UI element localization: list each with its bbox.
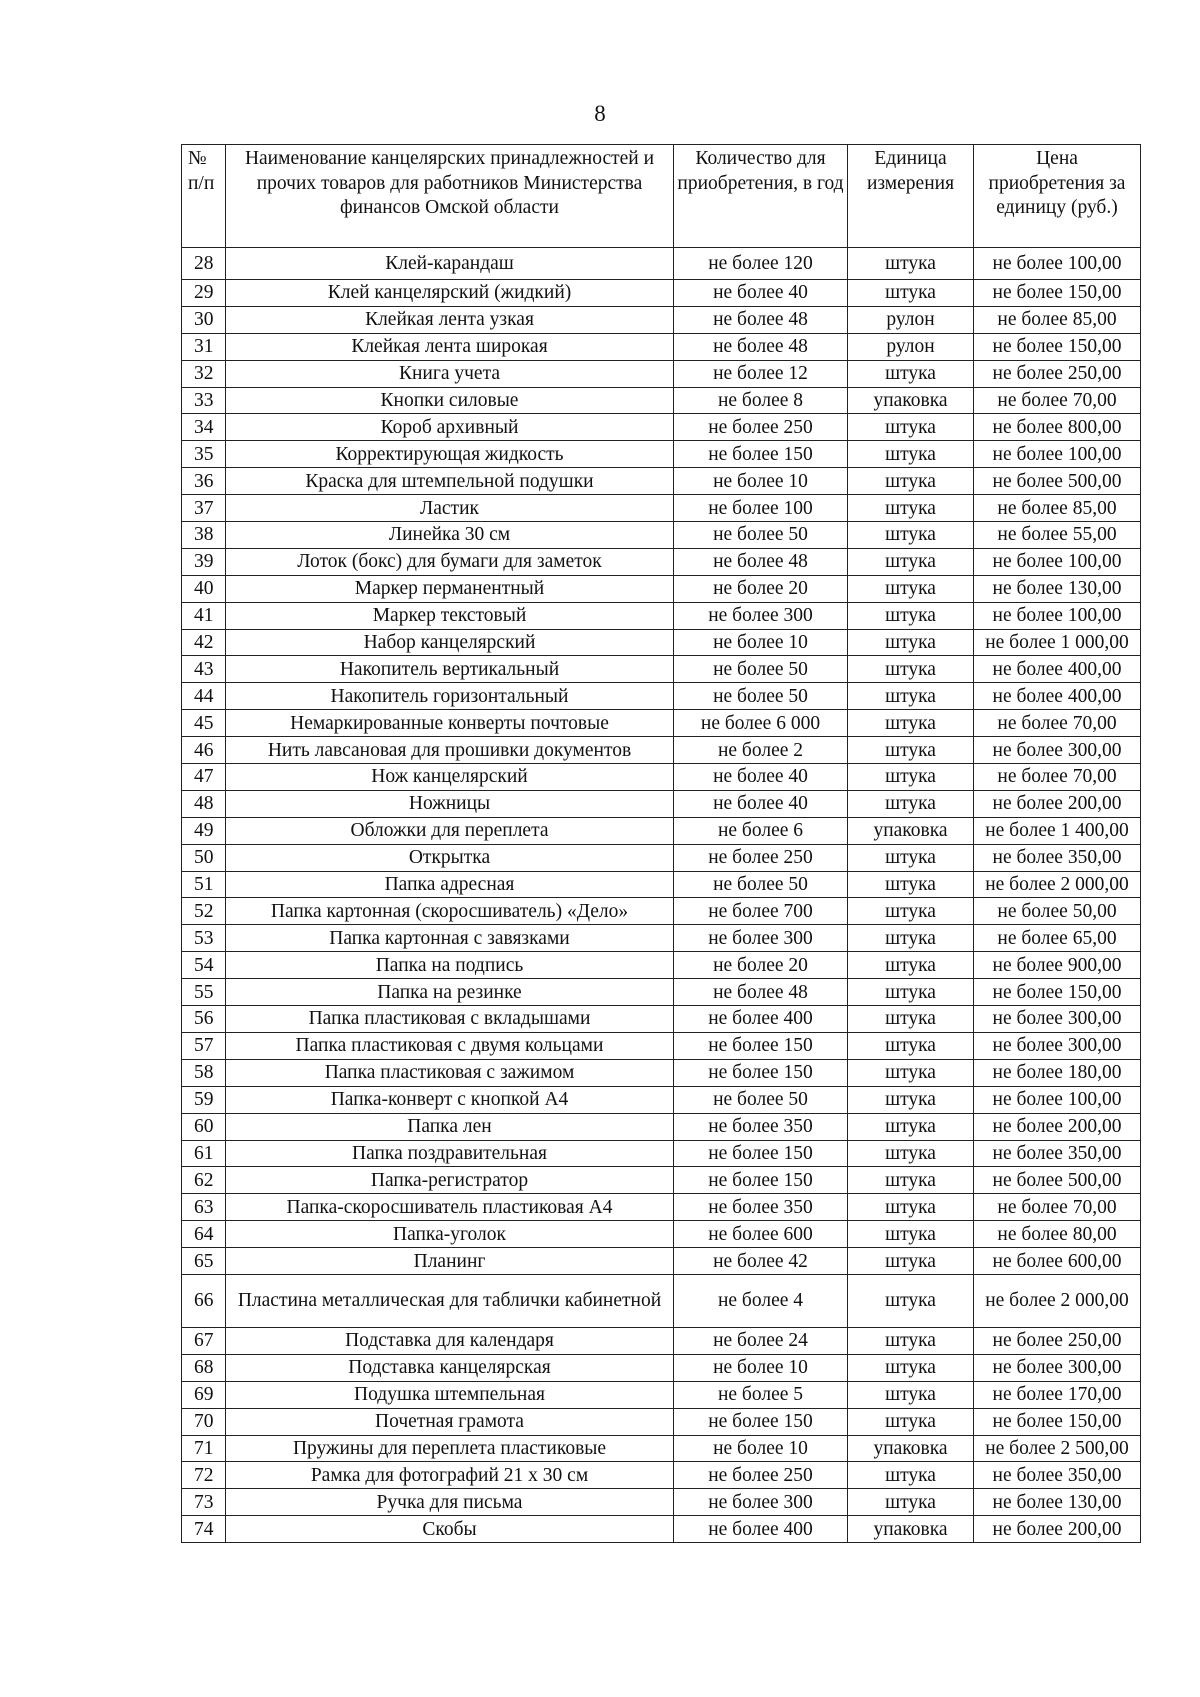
item-unit: штука [848,1381,974,1408]
item-name: Папка-конверт с кнопкой А4 [226,1086,674,1113]
item-quantity: не более 150 [674,1140,848,1167]
item-price: не более 70,00 [974,387,1141,414]
table-row [182,790,1141,817]
item-name: Подушка штемпельная [226,1381,674,1408]
item-quantity: не более 24 [674,1327,848,1354]
item-name: Ножницы [226,790,674,817]
item-name: Скобы [226,1516,674,1543]
table-header-row [182,145,1141,248]
item-name: Папка на резинке [226,979,674,1006]
table-row [182,248,1141,280]
item-price: не более 250,00 [974,360,1141,387]
header-price: Цена приобретения за единицу (руб.) [974,145,1141,248]
table-row [182,1113,1141,1140]
row-number: 68 [182,1354,226,1381]
row-number: 30 [182,306,226,333]
item-unit: штука [848,1140,974,1167]
item-price: не более 400,00 [974,656,1141,683]
item-quantity: не более 50 [674,1086,848,1113]
item-unit: штука [848,1489,974,1516]
item-unit: штука [848,844,974,871]
item-quantity: не более 150 [674,441,848,468]
table-row [182,737,1141,764]
item-quantity: не более 20 [674,575,848,602]
item-quantity: не более 6 000 [674,710,848,737]
item-quantity: не более 2 [674,737,848,764]
item-quantity: не более 50 [674,656,848,683]
item-unit: штука [848,575,974,602]
item-quantity: не более 300 [674,925,848,952]
item-unit: штука [848,1248,974,1275]
table-row [182,952,1141,979]
table-row [182,414,1141,441]
table-row [182,1221,1141,1248]
row-number: 72 [182,1462,226,1489]
item-unit: рулон [848,306,974,333]
row-number: 35 [182,441,226,468]
table-row [182,1489,1141,1516]
row-number: 32 [182,360,226,387]
item-price: не более 800,00 [974,414,1141,441]
item-price: не более 2 000,00 [974,1274,1141,1327]
item-quantity: не более 48 [674,333,848,360]
item-unit: упаковка [848,817,974,844]
row-number: 53 [182,925,226,952]
item-price: не более 50,00 [974,898,1141,925]
row-number: 54 [182,952,226,979]
row-number: 34 [182,414,226,441]
table-row [182,898,1141,925]
row-number: 38 [182,522,226,549]
item-unit: штука [848,952,974,979]
item-quantity: не более 10 [674,1354,848,1381]
row-number: 70 [182,1408,226,1435]
item-quantity: не более 4 [674,1274,848,1327]
item-quantity: не более 300 [674,602,848,629]
table-row [182,548,1141,575]
table-row [182,1006,1141,1033]
item-price: не более 80,00 [974,1221,1141,1248]
item-quantity: не более 400 [674,1006,848,1033]
item-price: не более 100,00 [974,248,1141,280]
row-number: 71 [182,1435,226,1462]
item-name: Пластина металлическая для таблички кабинетной [226,1274,674,1327]
item-name: Папка лен [226,1113,674,1140]
row-number: 46 [182,737,226,764]
item-name: Линейка 30 см [226,522,674,549]
row-number: 41 [182,602,226,629]
row-number: 59 [182,1086,226,1113]
item-unit: штука [848,925,974,952]
item-price: не более 300,00 [974,1006,1141,1033]
row-number: 61 [182,1140,226,1167]
item-name: Немаркированные конверты почтовые [226,710,674,737]
row-number: 42 [182,629,226,656]
row-number: 48 [182,790,226,817]
row-number: 56 [182,1006,226,1033]
item-price: не более 2 500,00 [974,1435,1141,1462]
item-price: не более 55,00 [974,522,1141,549]
item-name: Ластик [226,495,674,522]
item-price: не более 600,00 [974,1248,1141,1275]
item-unit: штука [848,1086,974,1113]
table-row [182,387,1141,414]
row-number: 51 [182,871,226,898]
table-row [182,1327,1141,1354]
item-name: Пружины для переплета пластиковые [226,1435,674,1462]
row-number: 36 [182,468,226,495]
item-name: Маркер текстовый [226,602,674,629]
item-price: не более 130,00 [974,575,1141,602]
item-price: не более 100,00 [974,548,1141,575]
item-name: Клейкая лента узкая [226,306,674,333]
row-number: 66 [182,1274,226,1327]
item-price: не более 900,00 [974,952,1141,979]
item-unit: штука [848,1462,974,1489]
item-quantity: не более 20 [674,952,848,979]
item-unit: штука [848,1059,974,1086]
item-name: Корректирующая жидкость [226,441,674,468]
item-name: Клей канцелярский (жидкий) [226,280,674,307]
item-name: Папка поздравительная [226,1140,674,1167]
table-row [182,979,1141,1006]
item-price: не более 350,00 [974,1462,1141,1489]
item-quantity: не более 250 [674,844,848,871]
item-unit: штука [848,737,974,764]
item-unit: упаковка [848,1516,974,1543]
item-quantity: не более 10 [674,1435,848,1462]
item-quantity: не более 150 [674,1032,848,1059]
table-row [182,1140,1141,1167]
item-price: не более 180,00 [974,1059,1141,1086]
table-row [182,1032,1141,1059]
item-price: не более 2 000,00 [974,871,1141,898]
row-number: 55 [182,979,226,1006]
item-name: Маркер перманентный [226,575,674,602]
item-unit: штука [848,360,974,387]
item-name: Подставка для календаря [226,1327,674,1354]
item-unit: штука [848,764,974,791]
table-row [182,764,1141,791]
table-row [182,441,1141,468]
row-number: 28 [182,248,226,280]
item-unit: штука [848,979,974,1006]
item-name: Краска для штемпельной подушки [226,468,674,495]
item-price: не более 150,00 [974,280,1141,307]
item-price: не более 200,00 [974,790,1141,817]
item-unit: штука [848,1032,974,1059]
item-price: не более 150,00 [974,1408,1141,1435]
item-quantity: не более 150 [674,1059,848,1086]
row-number: 40 [182,575,226,602]
item-price: не более 300,00 [974,737,1141,764]
item-name: Папка пластиковая с зажимом [226,1059,674,1086]
item-unit: штука [848,790,974,817]
table-row [182,1516,1141,1543]
row-number: 58 [182,1059,226,1086]
item-price: не более 100,00 [974,602,1141,629]
header-name: Наименование канцелярских принадлежностей и прочих товаров для работников Министерства финансов Омской области [226,145,674,248]
item-quantity: не более 40 [674,764,848,791]
item-name: Папка картонная (скоросшиватель) «Дело» [226,898,674,925]
table-row [182,844,1141,871]
row-number: 47 [182,764,226,791]
item-quantity: не более 8 [674,387,848,414]
item-price: не более 200,00 [974,1516,1141,1543]
row-number: 49 [182,817,226,844]
row-number: 74 [182,1516,226,1543]
table-row [182,710,1141,737]
item-price: не более 170,00 [974,1381,1141,1408]
table-row [182,1462,1141,1489]
item-unit: штука [848,1274,974,1327]
item-name: Подставка канцелярская [226,1354,674,1381]
item-price: не более 85,00 [974,306,1141,333]
item-name: Клейкая лента широкая [226,333,674,360]
item-quantity: не более 40 [674,280,848,307]
item-quantity: не более 12 [674,360,848,387]
item-name: Клей-карандаш [226,248,674,280]
item-price: не более 350,00 [974,1140,1141,1167]
item-quantity: не более 600 [674,1221,848,1248]
item-quantity: не более 700 [674,898,848,925]
item-unit: штука [848,280,974,307]
table-row [182,1167,1141,1194]
table-row [182,468,1141,495]
header-unit: Единица измерения [848,145,974,248]
table-row [182,495,1141,522]
item-price: не более 500,00 [974,468,1141,495]
table-row [182,1194,1141,1221]
item-quantity: не более 48 [674,979,848,1006]
table-row [182,656,1141,683]
item-price: не более 250,00 [974,1327,1141,1354]
header-num: № п/п [182,145,226,248]
table-row [182,1381,1141,1408]
row-number: 29 [182,280,226,307]
table-row [182,306,1141,333]
row-number: 43 [182,656,226,683]
table-row [182,1435,1141,1462]
item-price: не более 130,00 [974,1489,1141,1516]
item-price: не более 400,00 [974,683,1141,710]
row-number: 64 [182,1221,226,1248]
supplies-table [181,144,1141,1543]
item-unit: штука [848,468,974,495]
table-row [182,1059,1141,1086]
row-number: 33 [182,387,226,414]
item-unit: штука [848,1167,974,1194]
item-quantity: не более 300 [674,1489,848,1516]
item-name: Папка адресная [226,871,674,898]
row-number: 67 [182,1327,226,1354]
item-unit: упаковка [848,387,974,414]
row-number: 52 [182,898,226,925]
item-unit: штука [848,710,974,737]
item-price: не более 100,00 [974,1086,1141,1113]
item-price: не более 1 000,00 [974,629,1141,656]
item-unit: штука [848,441,974,468]
item-price: не более 300,00 [974,1354,1141,1381]
header-qty: Количество для приобретения, в год [674,145,848,248]
item-unit: штука [848,1221,974,1248]
table-row [182,1408,1141,1435]
item-quantity: не более 350 [674,1113,848,1140]
item-name: Папка картонная с завязками [226,925,674,952]
item-name: Почетная грамота [226,1408,674,1435]
item-name: Кнопки силовые [226,387,674,414]
item-name: Нить лавсановая для прошивки документов [226,737,674,764]
item-price: не более 500,00 [974,1167,1141,1194]
item-name: Папка на подпись [226,952,674,979]
item-quantity: не более 250 [674,1462,848,1489]
item-unit: штука [848,1408,974,1435]
item-unit: штука [848,656,974,683]
row-number: 57 [182,1032,226,1059]
item-unit: штука [848,414,974,441]
item-quantity: не более 250 [674,414,848,441]
item-unit: штука [848,602,974,629]
item-name: Папка пластиковая с двумя кольцами [226,1032,674,1059]
item-unit: штука [848,1113,974,1140]
item-unit: штука [848,1006,974,1033]
table-row [182,280,1141,307]
item-price: не более 150,00 [974,979,1141,1006]
item-unit: штука [848,248,974,280]
page-number: 8 [594,101,606,126]
item-name: Накопитель вертикальный [226,656,674,683]
item-price: не более 300,00 [974,1032,1141,1059]
item-quantity: не более 42 [674,1248,848,1275]
item-unit: штука [848,683,974,710]
item-price: не более 100,00 [974,441,1141,468]
item-unit: штука [848,548,974,575]
item-quantity: не более 150 [674,1167,848,1194]
table-row [182,522,1141,549]
item-unit: рулон [848,333,974,360]
item-name: Набор канцелярский [226,629,674,656]
row-number: 50 [182,844,226,871]
table-row [182,817,1141,844]
table-row [182,602,1141,629]
item-quantity: не более 50 [674,871,848,898]
item-name: Папка-уголок [226,1221,674,1248]
item-quantity: не более 400 [674,1516,848,1543]
item-name: Открытка [226,844,674,871]
item-unit: штука [848,1194,974,1221]
row-number: 39 [182,548,226,575]
item-name: Короб архивный [226,414,674,441]
item-name: Папка-скоросшиватель пластиковая А4 [226,1194,674,1221]
item-unit: штука [848,629,974,656]
item-price: не более 1 400,00 [974,817,1141,844]
row-number: 31 [182,333,226,360]
item-name: Книга учета [226,360,674,387]
row-number: 45 [182,710,226,737]
item-name: Лоток (бокс) для бумаги для заметок [226,548,674,575]
row-number: 69 [182,1381,226,1408]
item-price: не более 70,00 [974,1194,1141,1221]
table-row [182,360,1141,387]
row-number: 60 [182,1113,226,1140]
item-name: Нож канцелярский [226,764,674,791]
table-row [182,333,1141,360]
item-price: не более 150,00 [974,333,1141,360]
item-quantity: не более 10 [674,629,848,656]
table-row [182,1274,1141,1327]
item-name: Папка пластиковая с вкладышами [226,1006,674,1033]
item-price: не более 70,00 [974,710,1141,737]
table-row [182,1354,1141,1381]
table-body [182,248,1141,1543]
item-quantity: не более 40 [674,790,848,817]
table-row [182,575,1141,602]
item-price: не более 200,00 [974,1113,1141,1140]
row-number: 62 [182,1167,226,1194]
item-quantity: не более 120 [674,248,848,280]
table-row [182,1248,1141,1275]
table-row [182,683,1141,710]
table-row [182,629,1141,656]
item-quantity: не более 350 [674,1194,848,1221]
table-row [182,925,1141,952]
item-name: Ручка для письма [226,1489,674,1516]
item-price: не более 70,00 [974,764,1141,791]
item-unit: штука [848,871,974,898]
item-quantity: не более 100 [674,495,848,522]
row-number: 44 [182,683,226,710]
item-unit: штука [848,1354,974,1381]
item-name: Папка-регистратор [226,1167,674,1194]
item-price: не более 85,00 [974,495,1141,522]
row-number: 73 [182,1489,226,1516]
item-quantity: не более 5 [674,1381,848,1408]
item-quantity: не более 10 [674,468,848,495]
item-quantity: не более 48 [674,548,848,575]
item-name: Планинг [226,1248,674,1275]
item-name: Обложки для переплета [226,817,674,844]
item-unit: штука [848,898,974,925]
item-price: не более 350,00 [974,844,1141,871]
item-quantity: не более 150 [674,1408,848,1435]
item-unit: штука [848,495,974,522]
item-quantity: не более 50 [674,522,848,549]
item-price: не более 65,00 [974,925,1141,952]
item-quantity: не более 6 [674,817,848,844]
table-row [182,1086,1141,1113]
item-unit: упаковка [848,1435,974,1462]
table-row [182,871,1141,898]
item-quantity: не более 48 [674,306,848,333]
item-unit: штука [848,1327,974,1354]
item-quantity: не более 50 [674,683,848,710]
row-number: 65 [182,1248,226,1275]
item-unit: штука [848,522,974,549]
item-name: Рамка для фотографий 21 х 30 см [226,1462,674,1489]
item-name: Накопитель горизонтальный [226,683,674,710]
row-number: 37 [182,495,226,522]
row-number: 63 [182,1194,226,1221]
